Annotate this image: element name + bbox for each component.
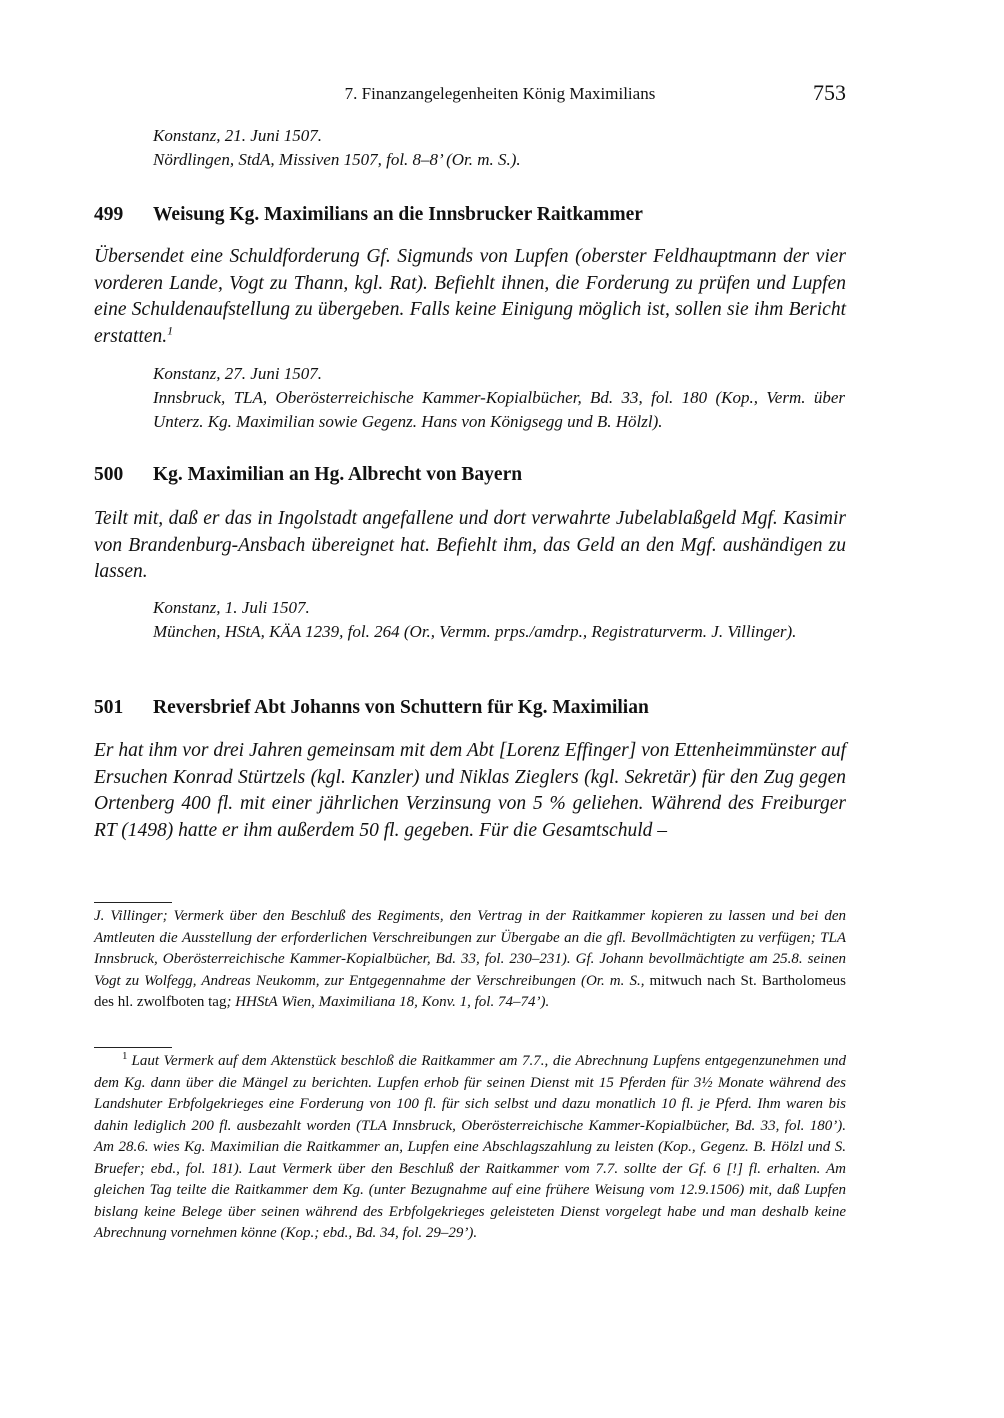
document-heading-500	[94, 462, 846, 488]
archival-source: Nördlingen, StdA, Missiven 1507, fol. 8–8’ (Or. m. S.).	[153, 150, 521, 169]
quoted-date: mitwuch nach St. Bartholomeus des hl. zwolfboten tag	[94, 972, 846, 1010]
place-date: Konstanz, 1. Juli 1507.	[153, 598, 310, 617]
regest-499	[94, 244, 846, 350]
regest-text: Er hat ihm vor drei Jahren gemeinsam mit dem Abt [Lorenz Effinger] von Ettenheimmünster auf Ersuchen Konrad Stürtzels (kgl. Kanzler) und Niklas Zieglers (kgl. Sekretär) für den Zug gegen Ortenberg 400 fl. mit einer jährlichen Verzinsung von 5 % geliehen. Während des Freiburger RT (1498) hatte er ihm außerdem 50 fl. gegeben. Für die Gesamtschuld –	[94, 740, 846, 841]
regest-501	[94, 738, 846, 844]
page-number: 753	[813, 80, 846, 105]
document-number: 500	[94, 464, 124, 485]
document-heading-501	[94, 695, 846, 721]
footnote-rule	[94, 1047, 172, 1048]
footnote-mark: 1	[122, 1050, 128, 1062]
document-number: 501	[94, 697, 124, 718]
document-number: 499	[94, 204, 124, 225]
place-date: Konstanz, 27. Juni 1507.	[153, 364, 323, 383]
source-reference-499	[153, 362, 845, 434]
page-header	[94, 80, 846, 110]
document-title: Weisung Kg. Maximilians an die Innsbrucker Raitkammer	[153, 204, 643, 225]
source-reference-500	[153, 596, 845, 644]
footnote-carryover: J. Villinger; Vermerk über den Beschluß des Regiments, den Vertrag in der Raitkammer kopieren zu lassen und bei den Amtleuten die Ausstellung der erforderlichen Verschreibungen zur Übergabe an die gfl. Bevollmächtigten zu verfügen; TLA Innsbruck, Oberösterreichische Kammer-Kopialbücher, Bd. 33, fol. 230–231). Gf. Johann bevollmächtigte am 25.8. seinen Vogt zu Wolfegg, Andreas Neukomm, zur Entgegennahme der Verschreibungen (Or. m. S., mitwuch nach St. Bartholomeus des hl. zwolfboten tag; HHStA Wien, Maximiliana 18, Konv. 1, fol. 74–74’).	[94, 908, 846, 1010]
footnote-1	[94, 1051, 846, 1245]
document-title: Kg. Maximilian an Hg. Albrecht von Bayern	[153, 464, 523, 485]
footnote-rule	[94, 902, 172, 903]
footnote-text: Laut Vermerk auf dem Aktenstück beschloß die Raitkammer am 7.7., die Abrechnung Lupfens entgegenzunehmen und dem Kg. dann über die Mängel zu berichten. Lupfen erhob für seinen Dienst mit 15 Pferden für 3½ Monate während des Landshuter Erbfolgekrieges eine Forderung von 100 fl. für sich selbst und dazu monatlich 10 fl. je Pferd. Ihm waren bis dahin lediglich 200 fl. ausbezahlt worden (TLA Innsbruck, Oberösterreichische Kammer-Kopialbücher, Bd. 33, fol. 180’). Am 28.6. wies Kg. Maximilian die Raitkammer an, Lupfen eine Abschlagszahlung zu leisten (Kop., Gegenz. B. Hölzl und S. Bruefer; ebd., fol. 181). Laut Vermerk über den Beschluß der Raitkammer vom 7.7. sollte der Gf. 6 [!] fl. erhalten. Am gleichen Tag teilte die Raitkammer dem Kg. (unter Bezugnahme auf eine frühere Weisung vom 12.9.1506) mit, daß Lupfen bislang keine Belege über seinen während des Erbfolgekrieges geleisteten Dienst vorgelegt habe und man deshalb keine Abrechnung vornehmen könne (Kop.; ebd., Bd. 34, fol. 29–29’).	[94, 1053, 846, 1241]
archival-source: Innsbruck, TLA, Oberösterreichische Kammer-Kopialbücher, Bd. 33, fol. 180 (Kop., Verm. über Unterz. Kg. Maximilian sowie Gegenz. Hans von Königsegg und B. Hölzl).	[153, 388, 845, 431]
top-source-reference	[153, 124, 845, 172]
document-title: Reversbrief Abt Johanns von Schuttern für Kg. Maximilian	[153, 697, 649, 718]
document-heading-499	[94, 202, 846, 228]
place-date: Konstanz, 21. Juni 1507.	[153, 126, 323, 145]
footnote-reference[interactable]: 1	[167, 323, 174, 337]
regest-text: Übersendet eine Schuldforderung Gf. Sigmunds von Lupfen (oberster Feldhauptmann der vier vorderen Lande, Vogt zu Thann, kgl. Rat). Befiehlt ihnen, die Forderung zu prüfen und Lupfen eine Schuldenaufstellung zu übergeben. Falls keine Einigung möglich ist, sollen sie ihm Bericht erstatten.	[94, 246, 846, 347]
archival-source: München, HStA, KÄA 1239, fol. 264 (Or., Vermm. prps./amdrp., Registraturverm. J. Villinger).	[153, 622, 797, 641]
running-title: 7. Finanzangelegenheiten König Maximilians	[344, 84, 656, 103]
regest-text: Teilt mit, daß er das in Ingolstadt angefallene und dort verwahrte Jubelablaßgeld Mgf. Kasimir von Brandenburg-Ansbach übereignet hat. Befiehlt ihm, das Geld an den Mgf. aushändigen zu lassen.	[94, 508, 846, 582]
regest-500	[94, 506, 846, 586]
